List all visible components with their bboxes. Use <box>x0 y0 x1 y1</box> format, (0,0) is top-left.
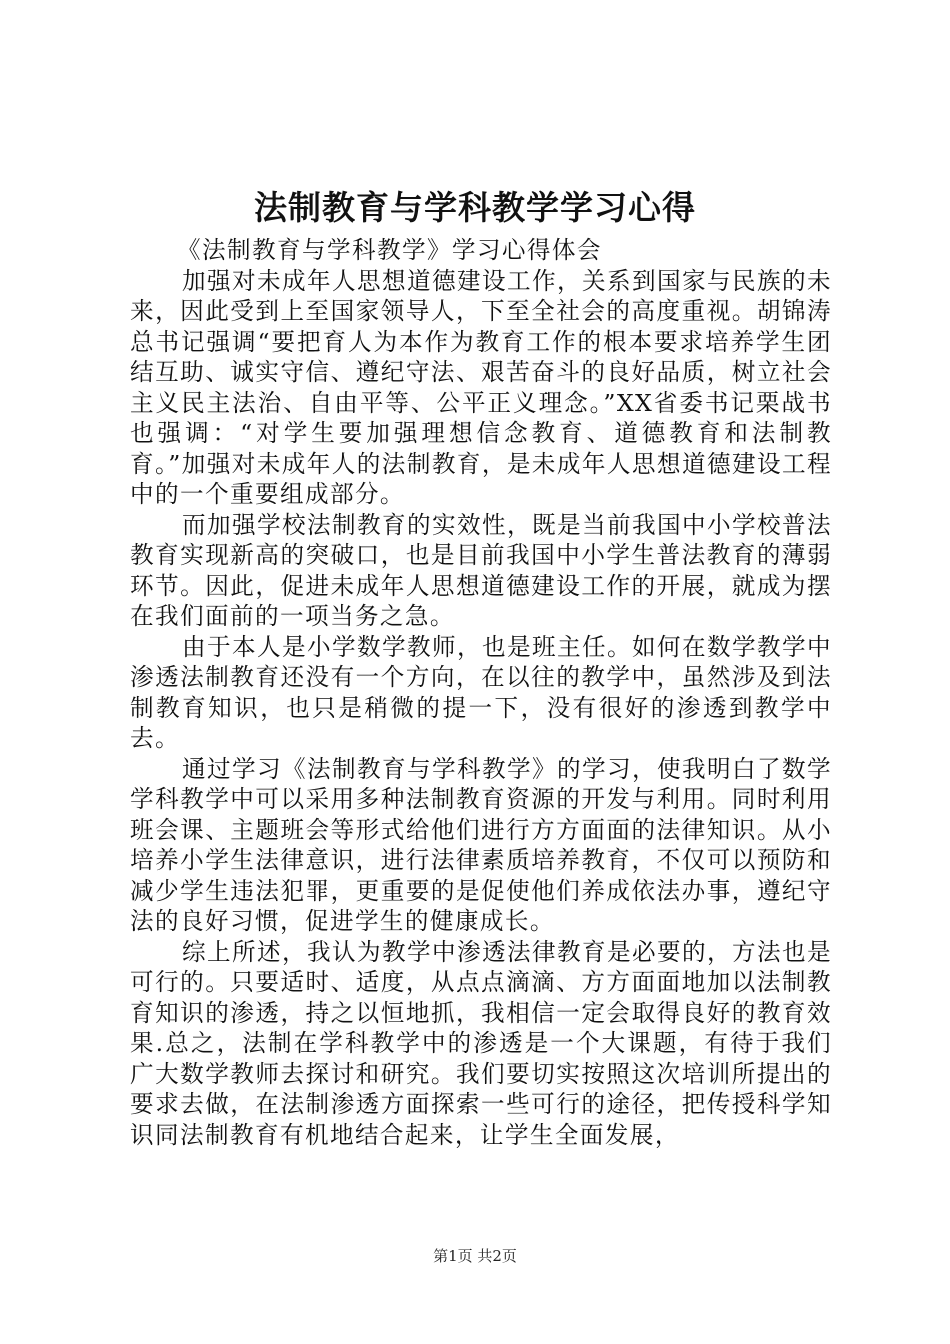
body-paragraph-2: 而加强学校法制教育的实效性，既是当前我国中小学校普法教育实现新高的突破口，也是目前我国中小学生普法教育的薄弱环节。因此，促进未成年人思想道德建设工作的开展，就成为摆在我们面前的一项当务之急。 <box>130 510 832 630</box>
document-body <box>130 235 832 1150</box>
body-paragraph-5: 综上所述，我认为教学中渗透法律教育是必要的，方法也是可行的。只要适时、适度，从点点滴滴、方方面面地加以法制教育知识的渗透，持之以恒地抓，我相信一定会取得良好的教育效果.总之，法制在学科教学中的渗透是一个大课题，有待于我们广大数学教师去探讨和研究。我们要切实按照这次培训所提出的要求去做，在法制渗透方面探索一些可行的途径，把传授科学知识同法制教育有机地结合起来，让学生全面发展， <box>130 937 832 1149</box>
document-subtitle: 《法制教育与学科教学》学习心得体会 <box>177 236 602 264</box>
body-paragraph-4: 通过学习《法制教育与学科教学》的学习，使我明白了数学学科教学中可以采用多种法制教育资源的开发与利用。同时利用班会课、主题班会等形式给他们进行方方面面的法律知识。从小培养小学生法律意识，进行法律素质培养教育，不仅可以预防和减少学生违法犯罪，更重要的是促使他们养成依法办事，遵纪守法的良好习惯，促进学生的健康成长。 <box>130 754 832 935</box>
page-number-footer: 第1页 共2页 <box>433 1247 517 1265</box>
document-title: 法制教育与学科教学学习心得 <box>254 188 696 227</box>
body-paragraph-3: 由于本人是小学数学教师，也是班主任。如何在数学教学中渗透法制教育还没有一个方向，在以往的教学中，虽然涉及到法制教育知识，也只是稍微的提一下，没有很好的渗透到教学中去。 <box>130 632 832 752</box>
body-paragraph-1: 加强对未成年人思想道德建设工作，关系到国家与民族的未来，因此受到上至国家领导人，下至全社会的高度重视。胡锦涛总书记强调“要把育人为本作为教育工作的根本要求培养学生团结互助、诚实守信、遵纪守法、艰苦奋斗的良好品质，树立社会主义民主法治、自由平等、公平正义理念。”XX省委书记栗战书也强调：“对学生要加强理想信念教育、道德教育和法制教育。”加强对未成年人的法制教育，是未成年人思想道德建设工程中的一个重要组成部分。 <box>130 266 832 508</box>
